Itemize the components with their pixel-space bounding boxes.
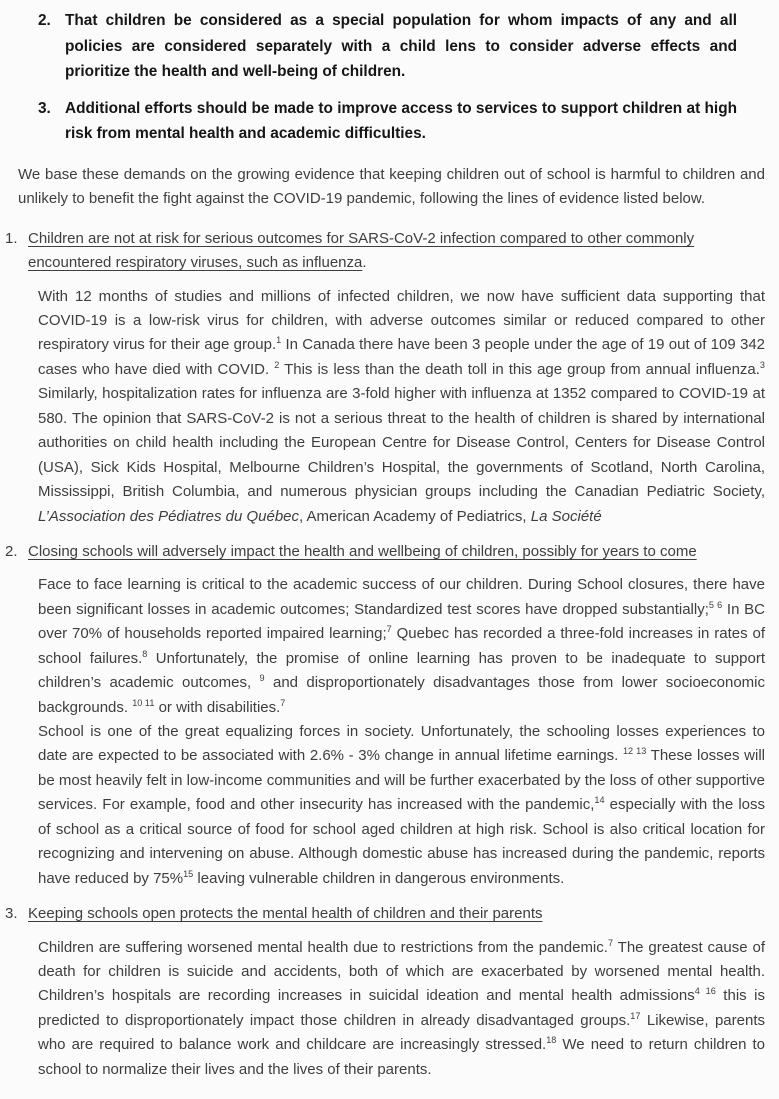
evidence-number: 1. (5, 229, 18, 247)
evidence-body (38, 573, 765, 891)
evidence-heading: Children are not at risk for serious outcomes for SARS-CoV-2 infection compared to other commonly encountered respiratory viruses, such as influenza. (28, 229, 695, 272)
demand-item-3 (38, 96, 765, 147)
evidence-number: 3. (5, 905, 18, 923)
evidence-paragraph: Face to face learning is critical to the academic success of our children. During School closures, there have been significant losses in academic outcomes; Standardized test scores have dropped substantially;$^{5 6}$ In BC over 70% of households reported impaired learning;$^7$ Quebec has recorded a three-fold increases in rates of school failures.$^8$ Unfortunately, the promise of online learning has proven to be inadequate to support children’s academic outcomes, $^9$ and disproportionately disadvantages those from lower socioeconomic backgrounds. $^{10 11}$ or with disabilities.$^7$ (38, 576, 765, 716)
evidence-heading: Keeping schools open protects the mental health of children and their parents (28, 905, 543, 923)
evidence-paragraph: With 12 months of studies and millions of infected children, we now have sufficient data supporting that COVID-19 is a low-risk virus for children, with adverse outcomes similar or reduced compared to other respiratory virus for their age group.$^1$ In Canada there have been 3 people under the age of 19 out of 109 342 cases who have died with COVID. $^2$ This is less than the death toll in this age group from annual influenza.$^3$ Similarly, hospitalization rates for influenza are 3-fold higher with influenza at 1352 compared to COVID-19 at 580. The opinion that SARS-CoV-2 is not a serious threat to the health of children is shared by international authorities on child health including the European Centre for Disease Control, Centers for Disease Control (USA), Sick Kids Hospital, Melbourne Children’s Hospital, the governments of Scotland, North Carolina, Mississippi, British Columbia, and numerous physician groups including the Canadian Pediatric Society, L’Association des Pédiatres du Québec, American Academy of Pediatrics, La Société (38, 287, 766, 525)
evidence-paragraph: Children are suffering worsened mental health due to restrictions from the pandemic.$^7$ The greatest cause of death for children is suicide and accidents, both of which are exacerbated by worsened mental health. Children’s hospitals are recording increases in suicidal ideation and mental health admissions$^{4 16}$ this is predicted to disproportionately impact those children in already disadvantaged groups.$^{17}$ Likewise, parents who are required to balance work and childcare are increasingly stressed.$^{18}$ We need to return children to school to normalize their lives and the lives of their parents. (38, 937, 765, 1078)
evidence-item-3 (5, 902, 765, 1082)
demand-number: 3. (38, 99, 51, 117)
evidence-number: 2. (5, 542, 18, 560)
evidence-paragraph: School is one of the great equalizing forces in society. Unfortunately, the schooling losses experiences to date are expected to be associated with 2.6% - 3% change in annual lifetime earnings. $^{12 13}$ These losses will be most heavily felt in low-income communities and will be further exacerbated by the loss of other supportive services. For example, food and other insecurity has increased with the pandemic,$^{14}$ especially with the loss of school as a critical source of food for school aged children at high risk. School is also critical location for recognizing and intervening on abuse. Although domestic abuse has increased during the pandemic, reports have reduced by 75%$^{15}$ leaving vulnerable children in dangerous environments. (38, 723, 765, 887)
demand-number: 2. (38, 12, 51, 29)
evidence-item-1 (5, 227, 765, 529)
evidence-body (38, 285, 765, 529)
evidence-body (38, 936, 765, 1083)
evidence-item-2 (5, 540, 765, 891)
intro-paragraph: We base these demands on the growing evidence that keeping children out of school is harmful to children and unlikely to benefit the fight against the COVID-19 pandemic, following the lines of evidence listed below. (18, 165, 765, 208)
demand-item-2 (38, 8, 765, 85)
evidence-heading: Closing schools will adversely impact the health and wellbeing of children, possibly for years to come (28, 542, 697, 560)
demand-text: Additional efforts should be made to improve access to services to support children at high risk from mental health and academic difficulties. (65, 99, 737, 143)
demand-text: That children be considered as a special population for whom impacts of any and all policies are considered separately with a child lens to consider adverse effects and prioritize the health and well-being of children. (65, 12, 737, 81)
